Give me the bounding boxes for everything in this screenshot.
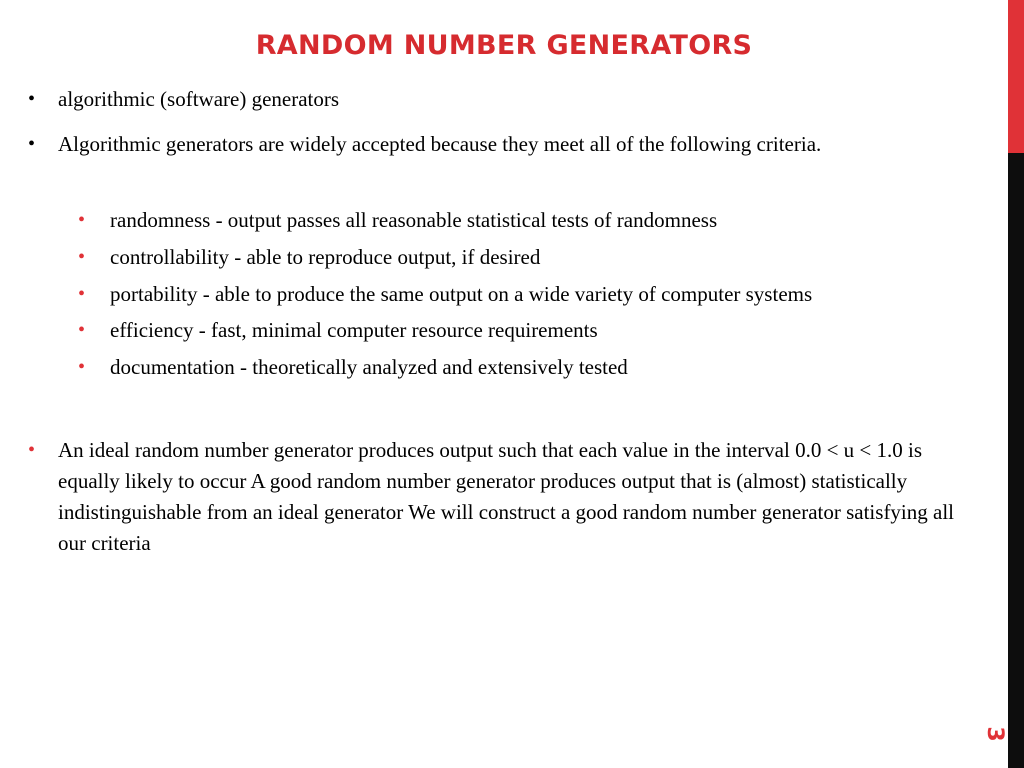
side-accent-bar-red [1008,0,1024,153]
sub-bullet-text: efficiency - fast, minimal computer resource requirements [110,318,598,342]
slide-title: RANDOM NUMBER GENERATORS [255,30,753,61]
sub-bullet-item [78,315,998,346]
sub-bullet-item [78,352,998,383]
bullet-dot-icon: • [78,209,86,231]
bullet-text: Algorithmic generators are widely accepted because they meet all of the following criteria. [58,132,822,156]
bullet-item [28,84,978,115]
bullet-item [28,435,978,559]
sub-bullet-text: randomness - output passes all reasonable statistical tests of randomness [110,208,718,232]
sub-bullet-text: documentation - theoretically analyzed and extensively tested [110,355,628,379]
bullet-text: algorithmic (software) generators [58,87,340,111]
sub-bullet-item [78,205,998,236]
bullet-dot-icon: • [78,283,86,305]
sub-bullet-item [78,242,998,273]
bullet-dot-icon: • [28,88,36,110]
page-number: 3 [982,726,1007,742]
bullet-dot-icon: • [78,319,86,341]
bullet-dot-icon: • [28,439,36,461]
bullet-item [28,129,978,160]
bullet-text: An ideal random number generator produces output such that each value in the interval 0.0 < u < 1.0 is equally likely to occur A good random number generator produces output that is (almost) statistically indistinguishable from an ideal generator We will construct a good random number generator satisfying all our criteria [58,438,955,555]
side-accent-bar-dark [1008,153,1024,768]
bullet-dot-icon: • [78,356,86,378]
sub-bullet-item [78,279,998,310]
bullet-dot-icon: • [78,246,86,268]
sub-bullet-text: controllability - able to reproduce output, if desired [110,245,541,269]
bullet-dot-icon: • [28,133,36,155]
sub-bullet-text: portability - able to produce the same output on a wide variety of computer systems [110,282,813,306]
